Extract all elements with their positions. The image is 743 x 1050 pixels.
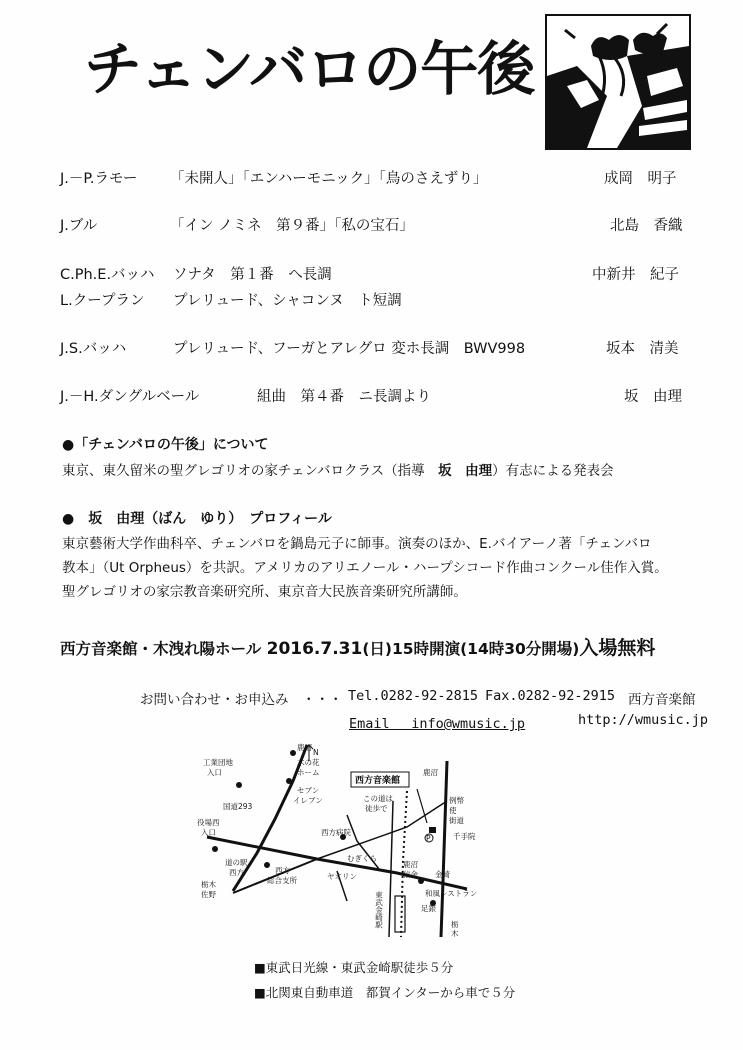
map-label: 鹿沼	[297, 743, 312, 752]
program-work: プレリュード、フーガとアレグロ 変ホ長調 BWV998	[173, 341, 526, 357]
map-label: 鹿沼	[423, 768, 438, 777]
program-composer: J.－P.ラモー	[60, 171, 138, 187]
program-composer: J.S.バッハ	[60, 341, 127, 357]
map-label: 鹿沼	[403, 860, 418, 869]
program-performer: 北島 香織	[610, 218, 683, 234]
about-heading: ●「チェンバロの午後」について	[62, 437, 269, 453]
about-text-a: 東京、東久留米の聖グレゴリオの家チェンバロクラス（指導	[62, 463, 439, 479]
event-start: 15時開演	[392, 640, 461, 658]
map-label: 西方	[275, 866, 290, 875]
admission-free: 入場無料	[579, 637, 656, 659]
about-text-c: ）有志による発表会	[492, 463, 614, 479]
map-label: 栃木	[201, 880, 216, 889]
about-teacher: 坂 由理	[438, 463, 493, 479]
event-date: 2016.7.31	[266, 639, 363, 659]
map-venue-label: 西方音楽館	[355, 776, 401, 786]
access-train: ■東武日光線・東武金崎駅徒歩５分	[254, 960, 454, 975]
map-label: 総合支所	[267, 876, 297, 885]
map-label: イレブン	[293, 796, 323, 805]
map-label: 使	[449, 806, 457, 815]
map-label: ホーム	[297, 768, 320, 777]
program-composer: C.Ph.E.バッハ	[60, 267, 155, 283]
program-performer: 坂 由理	[624, 389, 682, 405]
map-label-station: 東武金崎駅	[374, 891, 384, 929]
profile-line: 聖グレゴリオの家宗教音楽研究所、東京音大民族音楽研究所講師。	[62, 584, 467, 600]
program-composer: J.ブル	[60, 218, 98, 234]
map-label: 道の駅	[225, 858, 248, 867]
event-weekday: (日)	[362, 640, 392, 658]
program-composer: L.クープラン	[60, 293, 145, 309]
event-info	[60, 633, 655, 660]
map-label: 入口	[207, 768, 222, 777]
profile-heading: ● 坂 由理（ばん ゆり） プロフィール	[62, 511, 332, 527]
program-work: プレリュード、シャコンヌ ト短調	[173, 293, 402, 309]
map-label: 役場西	[197, 818, 220, 827]
map-label: セブン	[297, 786, 320, 795]
map-label: 足銀	[421, 904, 436, 913]
map-label: 金崎	[435, 870, 450, 879]
map-label: むぎくら	[347, 854, 377, 863]
map-label: 佐野	[201, 890, 216, 899]
map-label: 木	[451, 929, 459, 937]
contact-fax: Fax.0282-92-2915	[485, 688, 616, 704]
program-work: 組曲 第４番 ニ長調より	[257, 389, 431, 405]
venue-name: 西方音楽館・木洩れ陽ホール	[60, 640, 262, 658]
access-car: ■北関東自動車道 都賀インターから車で５分	[254, 985, 516, 1000]
program-work: 「イン ノミネ 第９番」「私の宝石」	[170, 218, 414, 234]
map-label: 栃	[451, 920, 459, 929]
program-work: ソナタ 第１番 へ長調	[173, 267, 332, 283]
profile-line: 東京藝術大学作曲科卒、チェンバロを鍋島元子に師事。演奏のほか、E.バイアーノ著「チェンバロ	[62, 536, 652, 552]
map-label-parking: P	[426, 834, 431, 843]
program-performer: 中新井 紀子	[592, 267, 679, 283]
contact-label: お問い合わせ・お申込み ・・・	[140, 692, 343, 708]
map-label: 街道	[449, 816, 464, 825]
map-label: 入口	[201, 828, 216, 837]
map-label: 国道293	[223, 802, 253, 811]
cat-harpsichord-illustration	[545, 14, 691, 150]
email-link[interactable]: Email info@wmusic.jp	[349, 716, 526, 732]
page-title: チェンバロの午後	[84, 35, 535, 103]
profile-line: 教本」（Ut Orpheus）を共訳。アメリカのアリエノール・ハープシコード作曲コンクール佳作入賞。	[62, 560, 668, 576]
map-label: 西方	[229, 868, 244, 877]
map-label: 和風レストラン	[425, 889, 477, 898]
program-composer: J.－H.ダングルベール	[60, 389, 200, 405]
map-label: 例幣	[449, 796, 464, 805]
event-doors: (14時30分開場)	[460, 640, 580, 658]
contact-org: 西方音楽館	[628, 692, 696, 708]
map-label: 西方病院	[321, 828, 351, 837]
map-label: ヤオリン	[327, 872, 357, 881]
map-label: 工業団地	[203, 758, 233, 767]
website-link[interactable]: http://wmusic.jp	[578, 712, 709, 728]
program-work: 「未開人」「エンハーモニック」「鳥のさえずり」	[170, 171, 488, 187]
map-label: この道は	[363, 794, 393, 803]
program-performer: 成岡 明子	[604, 171, 677, 187]
access-map	[197, 741, 477, 937]
contact-tel: Tel.0282-92-2815	[348, 688, 479, 704]
north-arrow-label: N	[313, 748, 319, 757]
map-label: 木の花	[297, 758, 320, 767]
about-text	[62, 459, 614, 479]
map-label: 徒歩で	[365, 804, 388, 813]
map-label: 千手院	[453, 832, 476, 841]
map-label: 信金	[403, 870, 418, 879]
program-performer: 坂本 清美	[606, 341, 679, 357]
